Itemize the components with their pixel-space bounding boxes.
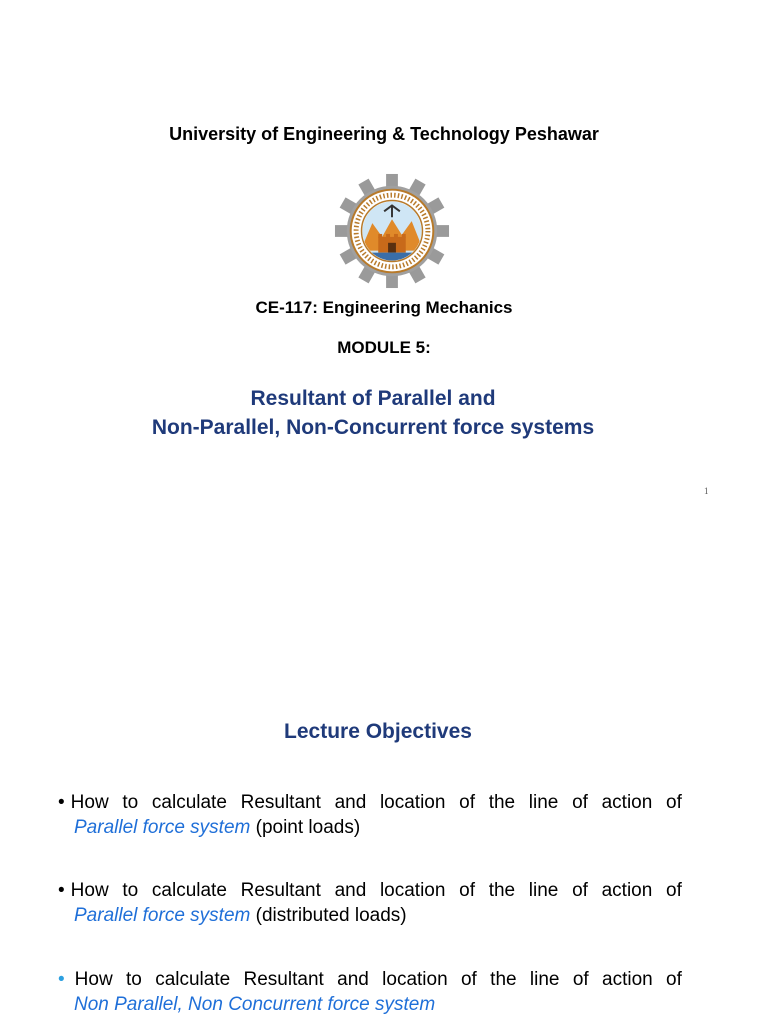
bullet-marker: • (58, 792, 65, 813)
objectives-heading: Lecture Objectives (284, 720, 472, 743)
course-title: CE-117: Engineering Mechanics (255, 298, 513, 317)
page-number: 1 (704, 486, 709, 496)
objective-item (58, 878, 682, 928)
bullet-marker: • (58, 880, 65, 901)
objective-line (58, 992, 682, 1017)
objective-line: • How to calculate Resultant and location of the line of action of (58, 969, 682, 990)
bullet-marker: • (58, 969, 65, 990)
objective-item (58, 967, 682, 1017)
objectives-slide (0, 560, 768, 1024)
objective-item (58, 790, 682, 840)
objective-line: • How to calculate Resultant and location of the line of action of (58, 880, 682, 901)
objective-line: Parallel force system (distributed loads) (74, 905, 407, 926)
highlight-term: Parallel force system (74, 905, 251, 926)
objective-line: Parallel force system (point loads) (74, 817, 361, 838)
title-line-1: Resultant of Parallel and (250, 387, 496, 410)
university-seal-icon (333, 172, 451, 290)
highlight-term: Non Parallel, Non Concurrent force system (74, 994, 436, 1015)
presentation-title (0, 384, 746, 442)
module-label: MODULE 5: (337, 338, 431, 357)
highlight-term: Parallel force system (74, 817, 251, 838)
title-line-2: Non-Parallel, Non-Concurrent force systems (151, 416, 595, 439)
university-name: University of Engineering & Technology Peshawar (169, 124, 599, 144)
objective-line: • How to calculate Resultant and location of the line of action of (58, 792, 682, 813)
